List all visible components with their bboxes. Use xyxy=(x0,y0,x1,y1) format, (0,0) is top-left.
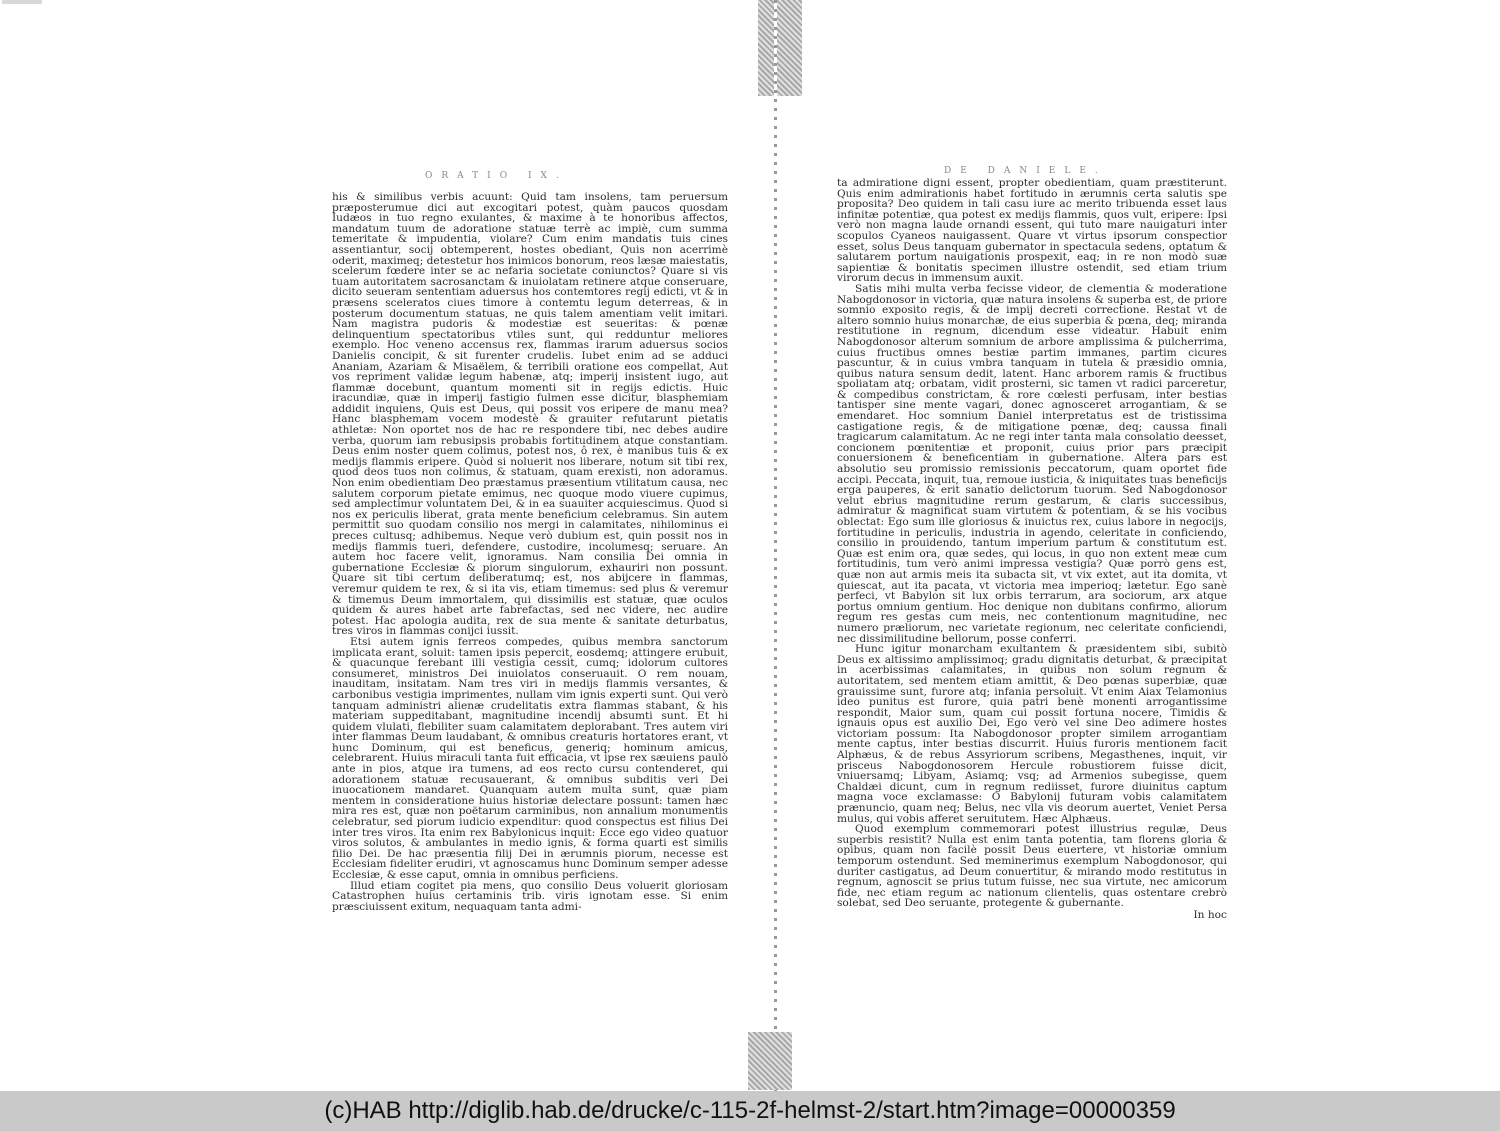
running-head-left: ORATIO IX. xyxy=(425,171,568,181)
right-paragraph-3: Hunc igitur monarcham exultantem & præsidentem sibi, subitò Deus ex altissimo amplissimoq; gradu dignitatis deturbat, & præcipitat in acerbissimas calamitates, in quibus non solum regnum & autoritatem, sed mentem etiam amittit, & Deo pœnas superbiæ, quæ grauissime sunt, furore atq; infania persoluit. Vt enim Aiax Telamonius ideo punitus est furore, quia patri benè monenti arrogantissime respondit, Maior sum, quam cui possit fortuna nocere, Timidis & ignauis opus est auxilio Dei, Ego verò vel sine Deo adimere hostes victoriam possum: Ita Nabogdonosor propter similem arrogantiam mente captus, inter bestias discurrit. Huius furoris mentionem facit Alphæus, & de rebus Assyriorum scribens, Megasthenes, inquit, vir prisceus Nabogdonosorem Hercule robustiorem fuisse dicit, vniuersamq; Libyam, Asiamq; vsq; ad Armenios subegisse, quem Chaldæi dicunt, cum in regnum rediisset, furore diuinitus captum magna voce exclamasse: O Babylonij futuram vobis calamitatem prænuncio, quam neq; Belus, nec vlla vis deorum auertet, Veniet Persa mulus, qui vobis afferet seruitutem. Hæc Alphæus. xyxy=(837,643,1227,825)
right-page xyxy=(837,177,1227,921)
right-paragraph-1: ta admiratione digni essent, propter obedientiam, quam præstiterunt. Quis enim admirationis habet fortitudo in ærumnis certa salutis spe proposita? Deo quidem in tali casu iure ac merito tribuenda esset laus infinitæ potentiæ, qua potest ex medijs flammis, quos vult, eripere: Ipsi verò non magna laude ornandi essent, qui tuto mare nauigaturi inter scopulos Cyaneos nauigassent. Quare vt virtus ipsorum conspectior esset, solus Deus tanquam gubernator in spectacula sedens, optatum & salutarem portum nauigationis prospexit, eaq; in re non modò suæ sapientiæ & bonitatis specimen illustre ostendit, sed etiam trium virorum decus in immensum auxit. xyxy=(837,177,1227,285)
catchword-right: In hoc xyxy=(1193,908,1227,921)
page-gutter xyxy=(774,0,777,1091)
running-head-right: DE DANIELE. xyxy=(944,166,1107,176)
copyright-url-text: (c)HAB http://diglib.hab.de/drucke/c-115-2f-helmst-2/start.htm?image=00000359 xyxy=(324,1097,1176,1124)
scan-corner-mark xyxy=(2,0,42,4)
copyright-footer xyxy=(0,1091,1500,1131)
left-paragraph-3: Illud etiam cogitet pia mens, quo consilio Deus voluerit gloriosam Catastrophen huius certaminis trib. viris ignotam esse. Si enim præsciuissent exitum, nequaquam tanta admi- xyxy=(332,879,728,913)
left-paragraph-1: his & similibus verbis acuunt: Quid tam insolens, tam peruersum præposterumue dici aut excogitari potest, quàm paucos quosdam Iudæos in tuo regno exulantes, & maxime à te honoribus affectos, mandatum tuum de adoratione statuæ terrè ac impiè, cum summa temeritate & impudentia, violare? Cum enim mandatis tuis cines assentiantur, socij obtemperent, hostes obediant, Quis non acerrimè oderit, maximeq; detestetur hos inimicos bonorum, reos læsæ maiestatis, scelerum fœdere inter se ac nefaria societate coniunctos? Quare si vis tuam autoritatem sacrosanctam & inuiolatam retinere atque conseruare, dicito seueram sententiam aduersus hos contemtores regij edicti, vt & in præsens sceleratos ciues timore à contemtu legum deterreas, & in posterum documentum statuas, ne quis talem amentiam velit imitari. Nam magistra pudoris & modestiæ est seueritas: & pœnæ delinquentium spectatoribus vtiles sunt, qui redduntur meliores exemplo. Hoc veneno accensus rex, flammas irarum aduersus socios Danielis concipit, & sit furenter crudelis. Iubet enim ad se adduci Ananiam, Azariam & Misaëlem, & terribili oratione eos compellat, Aut vos repriment validæ legum habenæ, atq; imperij insistent iugo, aut flammæ docebunt, quantum momenti sit in regijs edictis. Huic iracundiæ, quæ in imperij fastigio fulmen esse dicitur, blasphemiam addidit inquiens, Quis est Deus, qui possit vos eripere de manu mea? Hanc blasphemam vocem modestè & grauiter refutarunt pietatis athletæ: Non oportet nos de hac re respondere tibi, nec debes audire verba, quorum iam rebusipsis probabis fortitudinem atque constantiam. Deus enim noster quem colimus, potest nos, ô rex, è manibus tuis & ex medijs flammis eripere. Quòd si noluerit nos liberare, notum sit tibi rex, quod deos tuos non colimus, & statuam, quam erexisti, non adoramus. Non enim obedientiam Deo præstamus præsentium vtilitatum causa, nec salutem corporum pietate emimus, nec quoque modo viuere cupimus, sed amplectimur voluntatem Dei, & in ea suauiter acquiescimus. Quod si nos ex periculis liberat, grata mente beneficium celebramus. Sin autem permittit suo quodam consilio nos mergi in calamitates, nihilominus ei preces cultusq; adhibemus. Neque verò dubium est, quin possit nos in medijs flammis tueri, defendere, custodire, incolumesq; seruare. An autem hoc facere velit, ignoramus. Nam consilia Dei omnia in gubernatione Ecclesiæ & piorum singulorum, exhauriri non possunt. Quare sit tibi certum deliberatumq; est, nos abijcere in flammas, veremur quidem te rex, & si ita vis, etiam timemus: sed plus & veremur & timemus Deum immortalem, qui dissimilis est statuæ, quæ oculos quidem & aures habet arte fabrefactas, sed nec videre, nec audire potest. Hac apologia audita, rex de sua mente & sanitate deturbatus, tres viros in flammas conijci iussit. xyxy=(332,191,728,638)
right-paragraph-2: Satis mihi multa verba fecisse videor, de clementia & moderatione Nabogdonosor in victoria, quæ natura insolens & superba est, de priore somnio exposito regis, & de impij decreti correctione. Restat vt de altero somnio huius monarchæ, de eius superbia & pœna, deq; miranda restitutione in regnum, dicendum esse videatur. Habuit enim Nabogdonosor alterum somnium de arbore amplissima & pulcherrima, cuius fructibus omnes bestiæ partim immanes, partim cicures pascuntur, & in cuius vmbra tanquam in tutela & præsidio omnia, quibus natura sensum dedit, latent. Hanc arborem ramis & fructibus spoliatam atq; orbatam, vidit prosterni, sic tamen vt radici parceretur, & compedibus constrictam, & rore cœlesti perfusam, inter bestias tantisper sine mente vagari, donec agnosceret arrogantiam, & se emendaret. Hoc somnium Daniel interpretatus est de tristissima castigatione regis, & de mitigatione pœnæ, deq; caussa finali tragicarum calamitatum. Ac ne regi inter tanta mala consolatio deesset, concionem pœnitentiæ et proponit, cuius prior pars præcipit conuersionem & beneficentiam in gubernatione. Altera pars est absolutio seu promissio remissionis peccatorum, quam oportet fide accipi. Peccata, inquit, tua, remoue iusticia, & iniquitates tuas beneficijs erga pauperes, & erit sanatio delictorum tuorum. Sed Nabogdonosor velut ebrius magnitudine rerum gestarum, & claris successibus, admiratur & magnificat suam virtutem & potentiam, & se his vocibus oblectat: Ego sum ille gloriosus & inuictus rex, cuius labore in negocijs, fortitudine in periculis, industria in agendo, celeritate in conficiendo, consilio in prouidendo, tantum imperium partum & constitutum est. Quæ est enim ora, quæ sedes, qui locus, in quo non extent meæ cum fortitudinis, tum verò animi impressa vestigia? Quæ porrò gens est, quæ non aut armis meis ita subacta sit, vt vix extet, aut ita domita, vt quiescat, aut ita pacata, vt victoria mea imperioq; lætetur. Ego sanè perfeci, vt Babylon sit lux orbis terrarum, ara sociorum, arx atque portus omnium gentium. Hoc denique non dubitans confirmo, aliorum regum res gestas cum meis, nec contentionum magnitudine, nec numero præliorum, nec varietate regionum, nec celeritate conficiendi, nec dissimilitudine bellorum, posse conferri. xyxy=(837,282,1227,645)
binding-stub-bottom xyxy=(748,1032,792,1090)
binding-stub-top xyxy=(758,0,802,96)
left-page xyxy=(332,191,728,913)
right-paragraph-4: Quod exemplum commemorari potest illustrius regulæ, Deus superbis resistit? Nulla est enim tanta potentia, tam florens gloria & opibus, quam non facilè possit Deus euertere, vt historiæ omnium temporum ostendunt. Sed meminerimus exemplum Nabogdonosor, qui duriter castigatus, ad Deum conuertitur, & mirando modo restitutus in regnum, agnoscit se prius tutum fuisse, nec sua virtute, nec amicorum fide, nec etiam regum ac nationum clientelis, quas ostentare crebrò solebat, sed Deo seruante, protegente & gubernante. xyxy=(837,823,1227,910)
left-paragraph-2: Etsi autem ignis ferreos compedes, quibus membra sanctorum implicata erant, soluit: tamen ipsis pepercit, eosdemq; attingere erubuit, & quacunque ferebant illi vestigia cessit, cumq; idolorum cultores consumeret, ministros Dei inuiolatos conseruauit. O rem nouam, inauditam, insitatam. Nam tres viri in medijs flammis versantes, & carbonibus vestigia imprimentes, nullam vim ignis experti sunt. Qui verò tanquam administri alienæ crudelitatis extra flammas stabant, & his materiam suppeditabant, magnitudine incendij absumti sunt. Et hi quidem vlulati, flebiliter suam calamitatem deplorabant. Tres autem viri inter flammas Deum laudabant, & omnibus creaturis hortatores erant, vt hunc Dominum, qui est beneficus, generiq; hominum amicus, celebrarent. Huius miraculi tanta fuit efficacia, vt ipse rex sæuiens paulò ante in pios, atque ira tumens, ad eos recto cursu contenderet, qui adorationem statuæ recusauerant, & omnibus subditis veri Dei inuocationem mandaret. Quanquam autem multa sunt, quæ piam mentem in consideratione huius historiæ delectare possunt: tamen hæc mira res est, quæ non poëtarum carminibus, non annalium monumentis celebratur, sed piorum iudicio expenditur: quod conspectus est filius Dei inter tres viros. Ita enim rex Babylonicus inquit: Ecce ego video quatuor viros solutos, & ambulantes in medio ignis, & forma quarti est similis filio Dei. De hac præsentia filij Dei in ærumnis piorum, necesse est Ecclesiam fideliter erudiri, vt agnoscamus hunc Dominum semper adesse Ecclesiæ, & esse caput, omnia in omnibus perficiens. xyxy=(332,635,728,881)
